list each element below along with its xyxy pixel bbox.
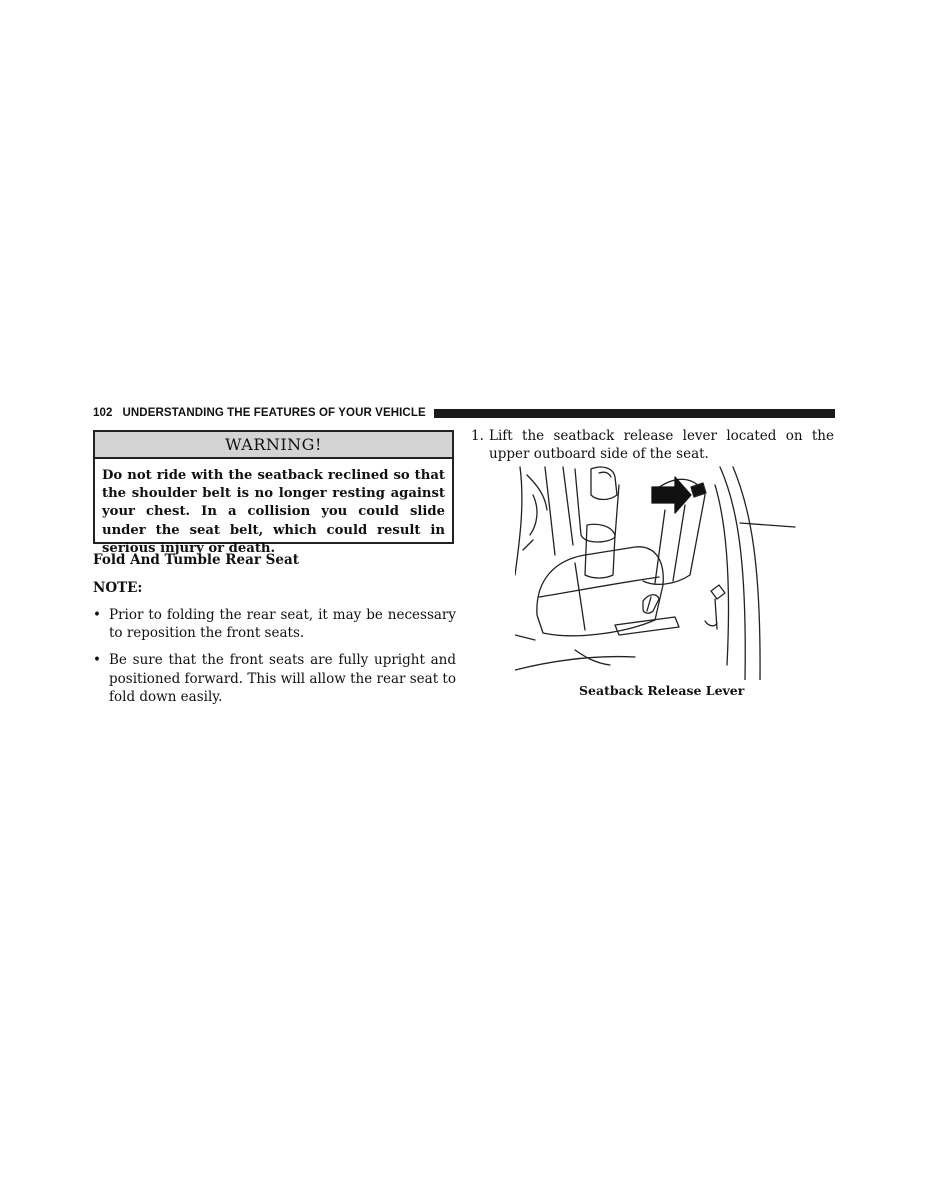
- step-text: Lift the seatback release lever located on the upper outboard side of the seat.: [489, 428, 834, 463]
- note-list: [93, 606, 456, 715]
- bullet-icon: •: [93, 607, 101, 623]
- header-rule: [434, 409, 835, 418]
- page-header: [93, 406, 835, 420]
- section-title: UNDERSTANDING THE FEATURES OF YOUR VEHICLE: [122, 407, 426, 419]
- warning-box: [93, 430, 454, 556]
- bullet-icon: •: [93, 652, 101, 669]
- warning-title: WARNING!: [95, 432, 452, 459]
- warning-text: Do not ride with the seatback reclined so that the shoulder belt is no longer resting against your chest. In a collision you could slide under the seat belt, which could result in serious injury or death.: [102, 468, 445, 556]
- section-heading: Fold And Tumble Rear Seat: [93, 552, 300, 568]
- list-item: [93, 606, 456, 642]
- page-number: 102: [93, 407, 113, 419]
- list-item-text: Be sure that the front seats are fully upright and positioned forward. This will allow the rear seat to fold down easily.: [109, 652, 456, 705]
- step-item: [471, 427, 834, 463]
- figure-caption: Seatback Release Lever: [579, 683, 745, 698]
- note-label: NOTE:: [93, 580, 143, 596]
- seat-illustration: [515, 465, 797, 680]
- list-item-text: Prior to folding the rear seat, it may be necessary to reposition the front seats.: [109, 607, 456, 642]
- step-number: 1.: [471, 428, 484, 444]
- list-item: [93, 651, 456, 706]
